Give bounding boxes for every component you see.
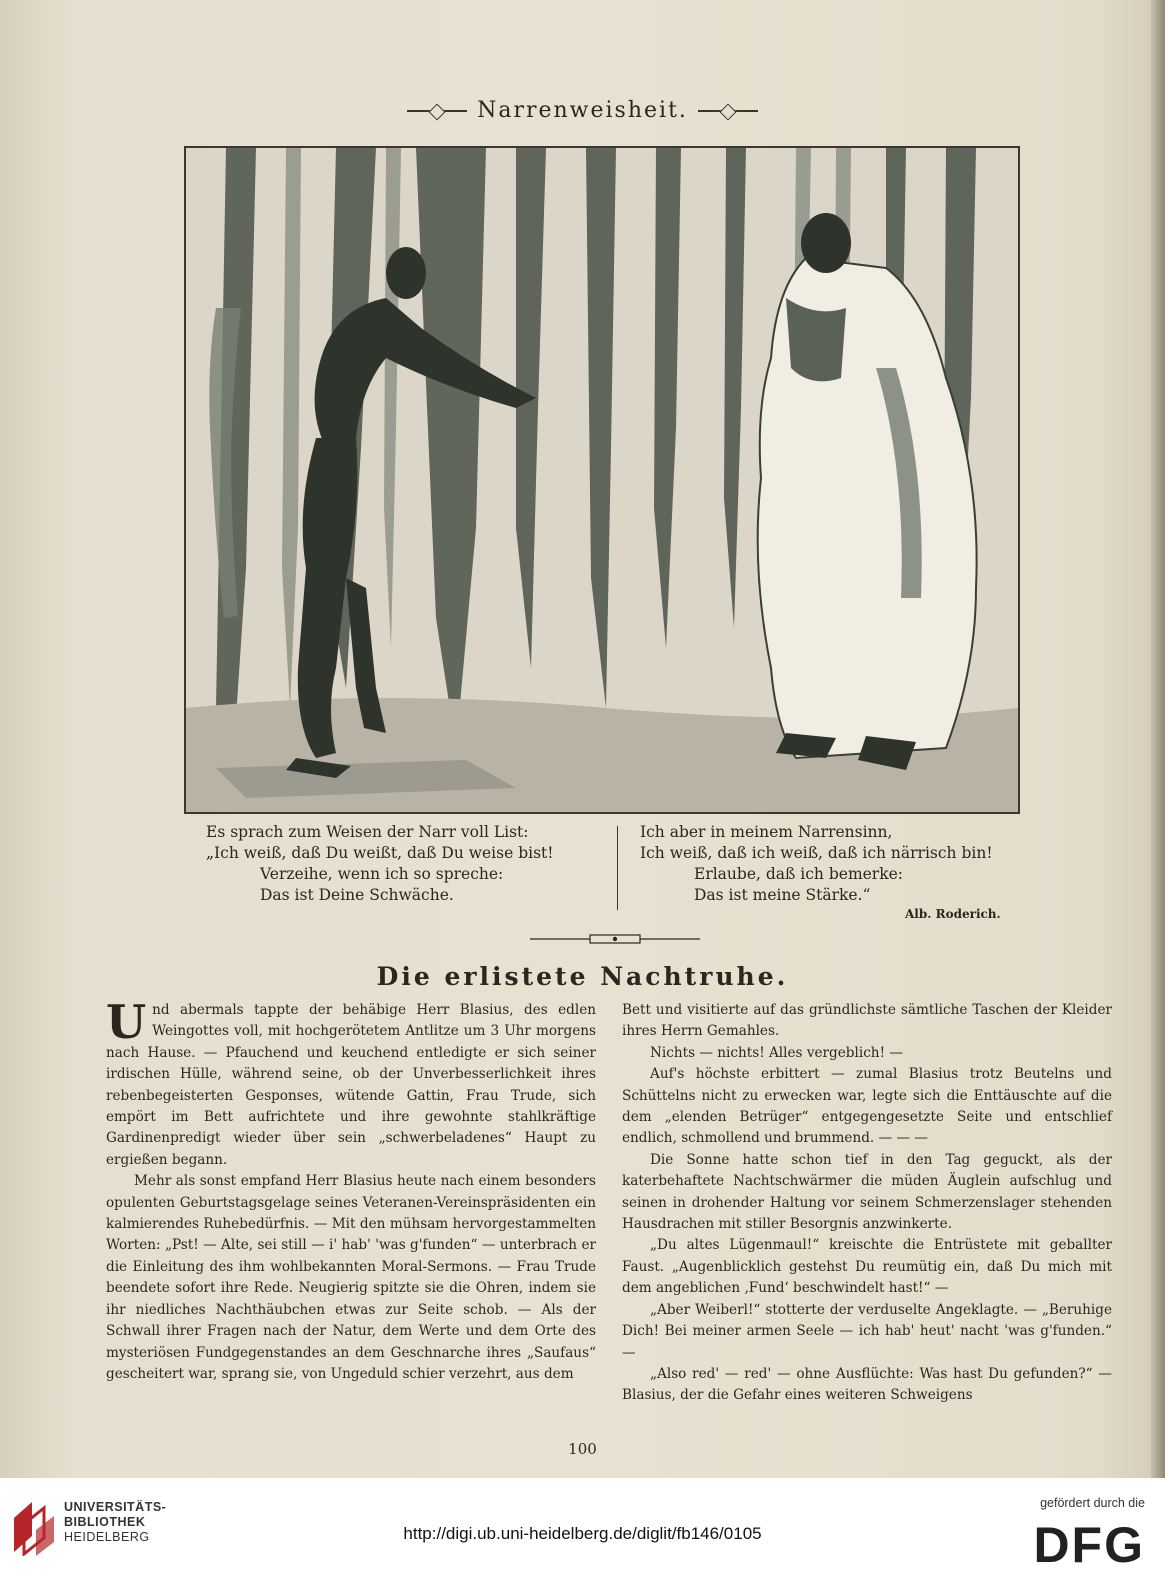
verse-right-stanza <box>640 822 1020 906</box>
story-paragraph: Die Sonne hatte schon tief in den Tag geguckt, als der katerbehaftete Nachtschwärmer die müden Äuglein aufschlug und seinen in drohender Haltung vor seinem Schmerzenslager stehenden Hausdrachen mit stiller Besorgnis anzwinkerte. <box>622 1151 1112 1233</box>
ornamental-divider <box>530 934 700 944</box>
story-paragraph: „Aber Weiberl!“ stotterte der verduselte Angeklagte. — „Beruhige Dich! Bei meiner armen Seele — ich hab' heut' nacht 'was g'funden.“ — <box>622 1301 1112 1361</box>
verse-line: Das ist Deine Schwäche. <box>260 886 454 904</box>
page-title-row <box>0 98 1165 123</box>
title-ornament-right <box>698 110 758 112</box>
title-ornament-left <box>407 110 467 112</box>
story-column-right <box>622 1000 1112 1407</box>
page-number: 100 <box>568 1440 597 1458</box>
illustration-jester-and-sage <box>184 146 1020 814</box>
library-name-line: HEIDELBERG <box>64 1530 150 1544</box>
permalink-url[interactable]: http://digi.ub.uni-heidelberg.de/diglit/fb146/0105 <box>403 1524 762 1543</box>
digitization-footer <box>0 1478 1165 1591</box>
library-name-line: BIBLIOTHEK <box>64 1515 146 1529</box>
verse-line: Ich weiß, daß ich weiß, daß ich närrisch bin! <box>640 844 993 862</box>
verse-separator <box>617 826 618 910</box>
verse-line: Das ist meine Stärke.“ <box>694 886 871 904</box>
story-paragraph: Bett und visitierte auf das gründlichste sämtliche Taschen der Kleider ihres Herrn Gemahles. <box>622 1002 1112 1040</box>
story-paragraph: „Also red' — red' — ohne Ausflüchte: Was hast Du gefunden?“ — Blasius, der die Gefahr eines weiteren Schweigens <box>622 1365 1112 1404</box>
story-paragraph: Mehr als sonst empfand Herr Blasius heute nach einem besonders opulenten Geburtstagsgelage seines Veteranen-Vereinspräsidenten ein kalmierendes Ruhebedürfnis. — Mit den mühsam hervorgestammelten Worten: „Pst! — Alte, sei still — i' hab' 'was g'funden“ — unterbrach er die Einleitung des ihm wohlbekannten Moral-Sermons. — Frau Trude beendete sofort ihre Rede. Neugierig spitzte sie die Ohren, indem sie ihr niedliches Nachthäubchen etwas zur Seite schob. — Als der Schwall ihrer Fragen nach der Natur, dem Werte und dem Orte des mysteriösen Fundgegenstandes an dem Geschnarche ihres „Saufaus“ gescheitert war, sprang sie, von Ungeduld schier verzehrt, aus dem <box>106 1173 596 1382</box>
story-paragraph: Nichts — nichts! Alles vergeblich! — <box>650 1044 903 1061</box>
library-name-line: UNIVERSITÄTS- <box>64 1500 167 1514</box>
drop-cap: U <box>106 995 147 1049</box>
verse-line: „Ich weiß, daß Du weißt, daß Du weise bist! <box>206 844 554 862</box>
verse-line: Verzeihe, wenn ich so spreche: <box>260 865 504 883</box>
story-column-left <box>106 995 596 1385</box>
dfg-logo: DFG <box>1033 1517 1145 1573</box>
verse-left-stanza <box>206 822 606 906</box>
story-paragraph: Auf's höchste erbittert — zumal Blasius trotz Beutelns und Schüttelns nicht zu erwecken war, legte sich die Enttäuschte auf die dem „elenden Betrüger“ entgegengesetzte Seite und entschlief endlich, schmollend und brummend. — — — <box>622 1066 1112 1147</box>
verse-line: Es sprach zum Weisen der Narr voll List: <box>206 823 529 841</box>
verse-line: Ich aber in meinem Narrensinn, <box>640 823 893 841</box>
verse-line: Erlaube, daß ich bemerke: <box>694 865 904 883</box>
story-paragraph-text: nd abermals tappte der behäbige Herr Blasius, des edlen Weingottes voll, mit hochgerötetem Antlitze um 3 Uhr morgens nach Hause. — Pfauchend und keuchend entledigte er sich seiner irdischen Hülle, während seine, ob der Unverbesserlichkeit ihres rebenbegeisterten Gesponses, wütende Gattin, Frau Trude, sich empört im Bett aufrichtete und ihre gewohnte stahlkräftige Gardinenpredigt wieder über sein „schwerbeladenes“ Haupt zu ergießen begann. <box>106 1002 596 1168</box>
verse-author: Alb. Roderich. <box>905 907 1001 921</box>
illustration-drawing <box>186 148 1018 812</box>
story-paragraph: „Du altes Lügenmaul!“ kreischte die Entrüstete mit geballter Faust. „Augenblicklich gestehst Du reumütig ein, daß Du mich mit dem angeblichen ‚Fund‘ beschwindelt hast!“ — <box>622 1237 1112 1297</box>
page-spine-shadow <box>1151 0 1165 1478</box>
funding-label: gefördert durch die <box>1040 1496 1145 1510</box>
story-paragraph <box>106 995 596 1171</box>
page-title: Narrenweisheit. <box>477 98 688 123</box>
story-title: Die erlistete Nachtruhe. <box>376 962 789 991</box>
